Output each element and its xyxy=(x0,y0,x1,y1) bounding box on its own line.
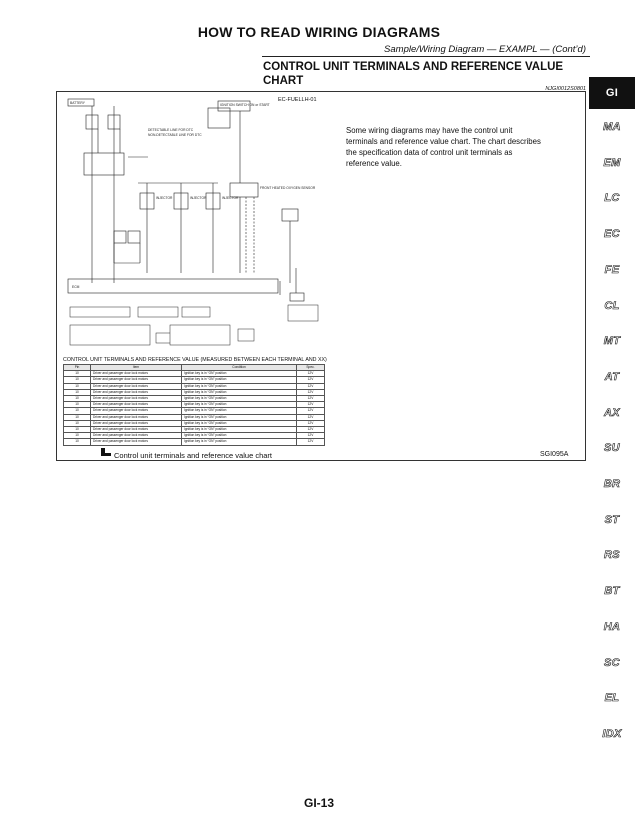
legend-non-detectable: NON-DETECTABLE LINE FOR DTC xyxy=(148,133,202,137)
tab-idx[interactable]: IDX xyxy=(602,727,622,740)
table-header-pin: Pin xyxy=(64,365,91,371)
table-cell: 12V xyxy=(297,389,325,395)
tab-at[interactable]: AT xyxy=(604,370,620,383)
table-cell: Driver and passenger door lock motors xyxy=(91,433,182,439)
ecm-box xyxy=(68,279,278,293)
page-title: HOW TO READ WIRING DIAGRAMS xyxy=(197,24,441,40)
table-cell: Driver and passenger door lock motors xyxy=(91,371,182,377)
tab-gi[interactable]: GI xyxy=(589,77,635,109)
table-cell: Driver and passenger door lock motors xyxy=(91,408,182,414)
section-title: CONTROL UNIT TERMINALS AND REFERENCE VALUE CHART xyxy=(263,61,564,87)
table-cell: 12V xyxy=(297,414,325,420)
table-cell: 10 xyxy=(64,420,91,426)
table-header-condition: Condition xyxy=(182,365,297,371)
table-cell: 10 xyxy=(64,377,91,383)
table-cell: 12V xyxy=(297,420,325,426)
table-cell: 12V xyxy=(297,439,325,445)
caption-arrow-icon xyxy=(100,446,112,458)
tab-st[interactable]: ST xyxy=(604,513,620,526)
ecm-label: ECM xyxy=(72,285,80,289)
table-cell: Ignition key is in “ON” position xyxy=(182,439,297,445)
tab-ma[interactable]: MA xyxy=(603,121,621,133)
table-cell: Ignition key is in “ON” position xyxy=(182,371,297,377)
table-cell: Driver and passenger door lock motors xyxy=(91,396,182,402)
page-subtitle: Sample/Wiring Diagram — EXAMPL — (Cont’d) xyxy=(384,44,586,55)
tab-rs[interactable]: RS xyxy=(604,549,620,562)
figure-description: Some wiring diagrams may have the control unit terminals and reference value chart. The chart describes the specification data of control unit terminals as reference value. xyxy=(346,126,541,168)
battery-label: BATTERY xyxy=(70,101,85,105)
wiring-diagram xyxy=(58,93,338,355)
ignition-switch-label: IGNITION SWITCH ON or START xyxy=(220,103,270,107)
tab-fe[interactable]: FE xyxy=(604,263,620,276)
table-cell: 12V xyxy=(297,433,325,439)
table-row xyxy=(64,439,325,445)
legend-detectable: DETECTABLE LINE FOR DTC xyxy=(148,128,194,132)
table-cell: Driver and passenger door lock motors xyxy=(91,439,182,445)
tab-ha[interactable]: HA xyxy=(603,620,621,633)
tab-el[interactable]: EL xyxy=(604,692,620,705)
table-cell: Driver and passenger door lock motors xyxy=(91,427,182,433)
sensor-label: FRONT HEATED OXYGEN SENSOR xyxy=(260,186,316,190)
table-cell: 12V xyxy=(297,377,325,383)
tab-sc[interactable]: SC xyxy=(604,656,620,669)
tab-em[interactable]: EM xyxy=(603,156,621,169)
tab-br[interactable]: BR xyxy=(603,478,621,490)
table-cell: Driver and passenger door lock motors xyxy=(91,389,182,395)
injector-label-2: INJECTOR xyxy=(190,196,207,200)
table-cell: Ignition key is in “ON” position xyxy=(182,427,297,433)
tab-lc[interactable]: LC xyxy=(604,192,620,205)
table-cell: 10 xyxy=(64,427,91,433)
table-header-item: Item xyxy=(91,365,182,371)
reference-code: NJGI0012S0801 xyxy=(545,86,586,92)
tab-ec[interactable]: EC xyxy=(604,228,620,241)
table-cell: Ignition key is in “ON” position xyxy=(182,383,297,389)
table-cell: 10 xyxy=(64,396,91,402)
table-cell: Driver and passenger door lock motors xyxy=(91,414,182,420)
table-cell: 12V xyxy=(297,427,325,433)
table-cell: Ignition key is in “ON” position xyxy=(182,420,297,426)
table-cell: 12V xyxy=(297,371,325,377)
table-cell: Ignition key is in “ON” position xyxy=(182,408,297,414)
table-cell: Ignition key is in “ON” position xyxy=(182,377,297,383)
injector-label-1: INJECTOR xyxy=(156,196,173,200)
table-cell: Ignition key is in “ON” position xyxy=(182,414,297,420)
table-cell: 10 xyxy=(64,371,91,377)
sensor-box xyxy=(230,183,258,197)
table-cell: 12V xyxy=(297,383,325,389)
tab-su[interactable]: SU xyxy=(604,442,620,455)
diagram-id: EC-FUELLH-01 xyxy=(278,97,317,103)
table-cell: 12V xyxy=(297,408,325,414)
tab-mt[interactable]: MT xyxy=(603,335,621,348)
reference-chart-title: CONTROL UNIT TERMINALS AND REFERENCE VALUE (MEASURED BETWEEN EACH TERMINAL AND XX) xyxy=(63,357,327,363)
table-cell: Ignition key is in “ON” position xyxy=(182,396,297,402)
table-cell: Driver and passenger door lock motors xyxy=(91,377,182,383)
table-cell: 12V xyxy=(297,396,325,402)
table-cell: Driver and passenger door lock motors xyxy=(91,402,182,408)
table-cell: 10 xyxy=(64,383,91,389)
table-cell: Ignition key is in “ON” position xyxy=(182,402,297,408)
table-cell: Driver and passenger door lock motors xyxy=(91,420,182,426)
injector-label-3: INJECTOR xyxy=(222,196,239,200)
table-header-spec: Spec. xyxy=(297,365,325,371)
page-number: GI-13 xyxy=(303,796,334,810)
tab-bt[interactable]: BT xyxy=(604,585,620,598)
table-cell: 10 xyxy=(64,389,91,395)
table-cell: 10 xyxy=(64,439,91,445)
table-cell: 10 xyxy=(64,402,91,408)
reference-value-table xyxy=(63,364,325,446)
table-cell: 10 xyxy=(64,408,91,414)
tab-cl[interactable]: CL xyxy=(604,299,620,312)
header-rule xyxy=(262,56,590,57)
table-cell: 10 xyxy=(64,414,91,420)
tab-ax[interactable]: AX xyxy=(604,406,620,419)
table-cell: 12V xyxy=(297,402,325,408)
table-cell: 10 xyxy=(64,433,91,439)
table-cell: Ignition key is in “ON” position xyxy=(182,389,297,395)
table-cell: Driver and passenger door lock motors xyxy=(91,383,182,389)
figure-code: SGI095A xyxy=(540,451,569,458)
figure-caption: Control unit terminals and reference value chart xyxy=(114,451,272,460)
table-cell: Ignition key is in “ON” position xyxy=(182,433,297,439)
